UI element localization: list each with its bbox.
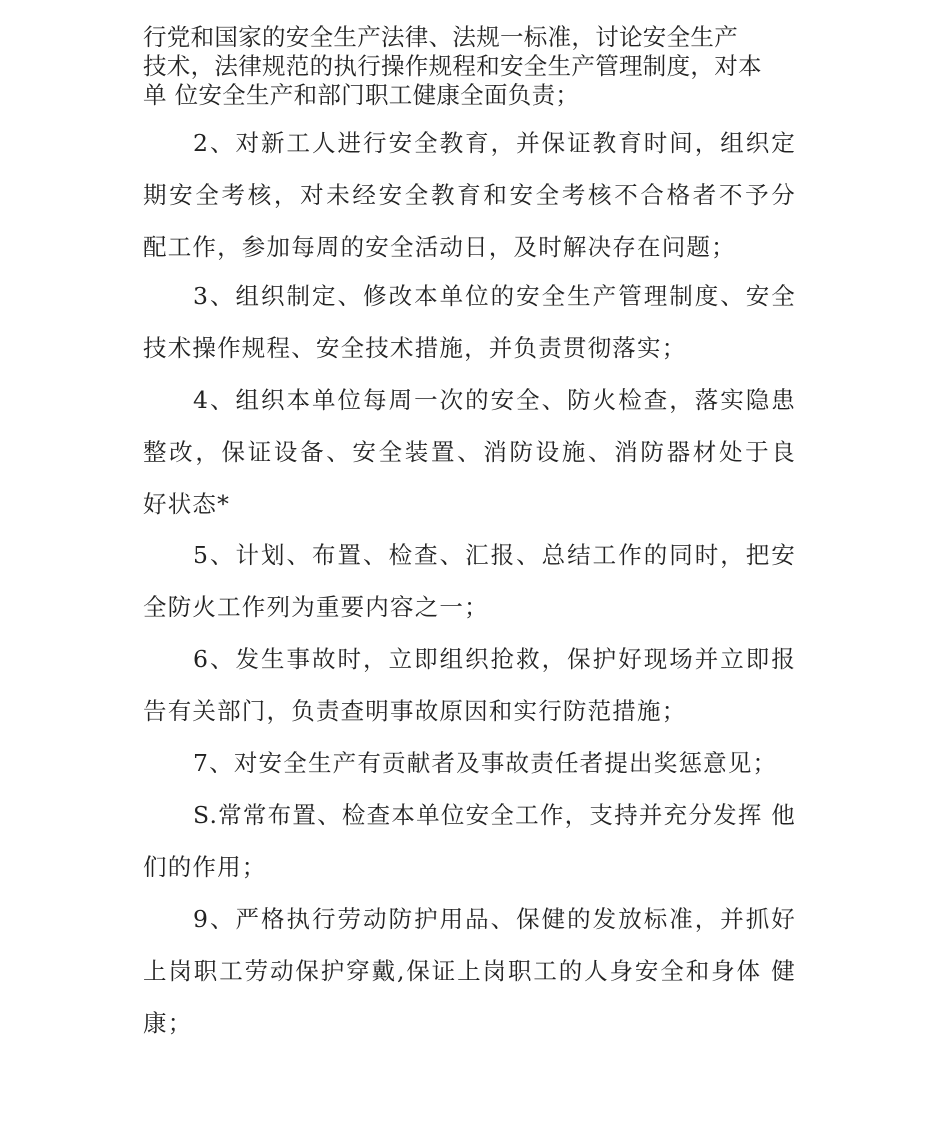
text-line: 全防火工作列为重要内容之一；	[143, 593, 489, 621]
intro-paragraph	[143, 23, 803, 110]
text-line: 3、组织制定、修改本单位的安全生产管理制度、安全	[193, 282, 796, 310]
list-item-5	[143, 529, 796, 633]
text-line: 配工作，参加每周的安全活动日，及时解决存在问题；	[143, 233, 736, 261]
text-line: 2、对新工人进行安全教育，并保证教育时间，组织定	[193, 129, 796, 157]
text-line: 4、组织本单位每周一次的安全、防火检查，落实隐患	[193, 386, 796, 414]
text-line: 9、严格执行劳动防护用品、保健的发放标准，并抓好	[193, 905, 796, 933]
text-line: 技术，法律规范的执行操作规程和安全生产管理制度，对本	[143, 52, 762, 80]
text-line: 们的作用；	[143, 853, 267, 881]
text-line: 整改，保证设备、安全装置、消防设施、消防器材处于良	[143, 438, 796, 466]
text-line: S.常常布置、检查本单位安全工作，支持并充分发挥 他	[193, 801, 796, 829]
text-line: 单 位安全生产和部门职工健康全面负责；	[143, 81, 580, 109]
list-item-9	[143, 893, 796, 1049]
text-line: 5、计划、布置、检查、汇报、总结工作的同时，把安	[193, 541, 796, 569]
list-item-7	[143, 737, 796, 789]
text-line: 技术操作规程、安全技术措施，并负责贯彻落实；	[143, 334, 687, 362]
list-item-2	[143, 117, 796, 273]
text-line: 告有关部门，负责查明事故原因和实行防范措施；	[143, 697, 687, 725]
text-line: 好状态*	[143, 490, 231, 518]
list-item-6	[143, 633, 796, 737]
text-line: 期安全考核，对未经安全教育和安全考核不合格者不予分	[143, 181, 796, 209]
text-line: 7、对安全生产有贡献者及事故责任者提出奖惩意见；	[193, 749, 778, 777]
list-item-4	[143, 374, 796, 530]
text-line: 康；	[143, 1009, 193, 1037]
list-item-8	[143, 789, 796, 893]
text-line: 行党和国家的安全生产法律、法规一标准，讨论安全生产	[143, 23, 738, 51]
list-item-3	[143, 270, 796, 374]
text-line: 6、发生事故时，立即组织抢救，保护好现场并立即报	[193, 645, 796, 673]
text-line: 上岗职工劳动保护穿戴,保证上岗职工的人身安全和身体 健	[143, 957, 796, 985]
